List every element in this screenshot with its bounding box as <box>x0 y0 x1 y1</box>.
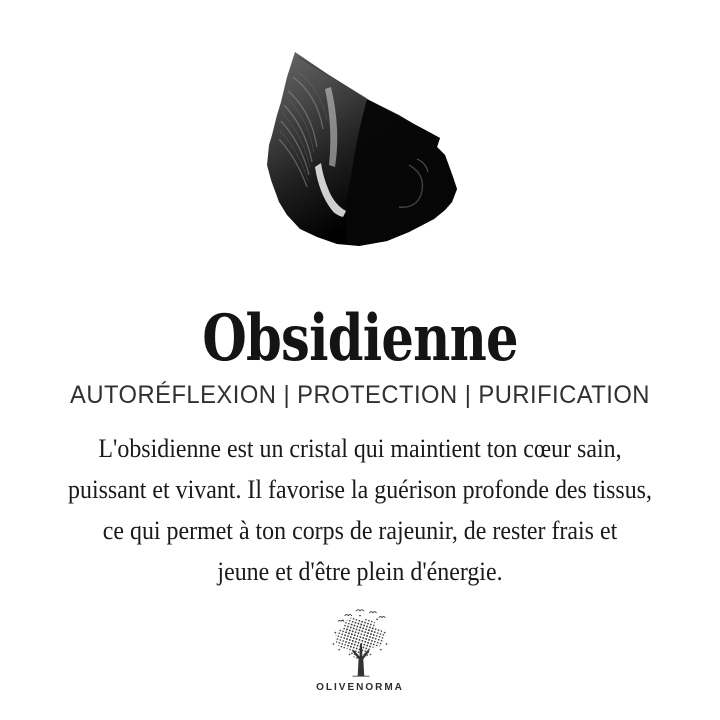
description-line: ce qui permet à ton corps de rajeunir, de rester frais et <box>102 516 618 545</box>
olive-tree-logo-icon <box>324 608 396 680</box>
birds-icon <box>338 610 385 622</box>
description-line: jeune et d'être plein d'énergie. <box>217 557 503 586</box>
obsidian-stone-image <box>259 47 463 255</box>
crystal-traits-line: AUTORÉFLEXION | PROTECTION | PURIFICATION <box>70 381 650 409</box>
description-line: L'obsidienne est un cristal qui maintient ton cœur sain, <box>98 434 622 463</box>
brand-name: OLIVENORMA <box>316 682 404 693</box>
description-line: puissant et vivant. Il favorise la guérison profonde des tissus, <box>68 475 652 504</box>
brand-block <box>0 608 720 694</box>
crystal-name-title: Obsidienne <box>202 301 518 376</box>
obsidian-stone-graphic <box>259 47 463 255</box>
crystal-description <box>29 428 691 592</box>
